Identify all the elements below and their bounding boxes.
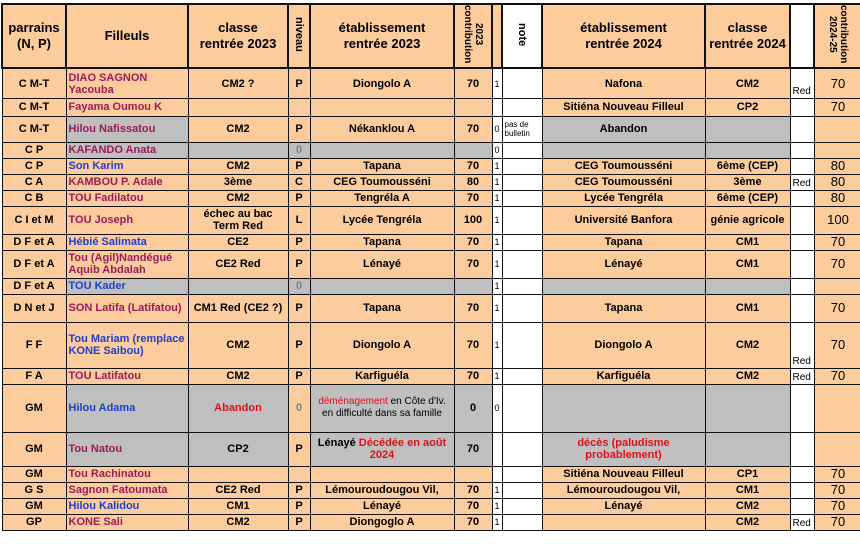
cell-ct: 70 [814, 368, 860, 384]
cell-c23: CM2 ? [188, 68, 288, 98]
cell-m: 70 [454, 190, 492, 206]
cell-c23: CE2 Red [188, 482, 288, 498]
cell-e24: CEG Toumousséni [542, 158, 705, 174]
cell-niv: L [288, 206, 310, 234]
cell-niv: P [288, 190, 310, 206]
table-row [2, 432, 860, 466]
cell-m: 100 [454, 206, 492, 234]
cell-ct: 80 [814, 158, 860, 174]
cell-rf [790, 466, 814, 482]
cell-f: KONE Sali [66, 514, 188, 530]
cell-c23: 3ème [188, 174, 288, 190]
cell-i: 1 [492, 278, 502, 294]
cell-f: SON Latifa (Latifatou) [66, 294, 188, 322]
cell-rf [790, 384, 814, 432]
cell-c24: CM1 [705, 234, 790, 250]
header-red-flag [790, 4, 814, 68]
table-row [2, 98, 860, 116]
cell-niv [288, 466, 310, 482]
cell-m: 0 [454, 384, 492, 432]
header-etablissement-2023: établissement rentrée 2023 [310, 4, 454, 68]
cell-p: C M-T [2, 116, 66, 142]
cell-rf [790, 250, 814, 278]
cell-c24: génie agricole [705, 206, 790, 234]
cell-f: TOU Kader [66, 278, 188, 294]
table-row [2, 142, 860, 158]
cell-ct [814, 432, 860, 466]
cell-rf: Red [790, 368, 814, 384]
header-classe-2023: classe rentrée 2023 [188, 4, 288, 68]
cell-m: 70 [454, 294, 492, 322]
cell-ct: 70 [814, 234, 860, 250]
header-spacer [492, 4, 502, 68]
cell-niv: P [288, 294, 310, 322]
cell-rf: Red [790, 322, 814, 368]
cell-p: D F et A [2, 278, 66, 294]
cell-ct: 70 [814, 68, 860, 98]
cell-i [492, 432, 502, 466]
cell-ct: 70 [814, 482, 860, 498]
cell-e23: Karfiguéla [310, 368, 454, 384]
cell-c24: CP2 [705, 98, 790, 116]
cell-e24: Tapana [542, 294, 705, 322]
cell-i: 1 [492, 368, 502, 384]
cell-rf [790, 432, 814, 466]
cell-p: C P [2, 142, 66, 158]
header-niveau: niveau [288, 4, 310, 68]
cell-f: Tou (Agil)Nandégué Aquib Abdalah [66, 250, 188, 278]
cell-note [502, 98, 542, 116]
cell-p: F A [2, 368, 66, 384]
cell-m [454, 466, 492, 482]
cell-c24 [705, 116, 790, 142]
cell-ct: 70 [814, 466, 860, 482]
cell-e24: Sitiéna Nouveau Filleul [542, 98, 705, 116]
cell-i: 1 [492, 514, 502, 530]
cell-niv: P [288, 322, 310, 368]
cell-p: D N et J [2, 294, 66, 322]
table-row [2, 368, 860, 384]
cell-m: 80 [454, 174, 492, 190]
cell-c24: 6ème (CEP) [705, 158, 790, 174]
cell-p: GM [2, 498, 66, 514]
cell-ct: 70 [814, 498, 860, 514]
cell-f: Hilou Kalidou [66, 498, 188, 514]
cell-note [502, 466, 542, 482]
cell-note [502, 322, 542, 368]
cell-e24 [542, 384, 705, 432]
header-filleuls: Filleuls [66, 4, 188, 68]
cell-rf [790, 190, 814, 206]
cell-rf [790, 482, 814, 498]
cell-p: D F et A [2, 234, 66, 250]
cell-f: Sagnon Fatoumata [66, 482, 188, 498]
cell-ct [814, 384, 860, 432]
table-row [2, 206, 860, 234]
table-row [2, 498, 860, 514]
cell-m: 70 [454, 498, 492, 514]
cell-note [502, 68, 542, 98]
cell-c24: CM2 [705, 68, 790, 98]
cell-m: 70 [454, 250, 492, 278]
table-row [2, 250, 860, 278]
cell-c23 [188, 98, 288, 116]
cell-niv: 0 [288, 142, 310, 158]
cell-e23 [310, 98, 454, 116]
table-row [2, 466, 860, 482]
cell-i: 1 [492, 498, 502, 514]
cell-m: 70 [454, 482, 492, 498]
cell-niv: P [288, 482, 310, 498]
cell-note [502, 206, 542, 234]
cell-niv: P [288, 116, 310, 142]
cell-e24: Lénayé [542, 498, 705, 514]
cell-f: Hébié Salimata [66, 234, 188, 250]
cell-note [502, 278, 542, 294]
cell-e24: Sitiéna Nouveau Filleul [542, 466, 705, 482]
cell-rf [790, 116, 814, 142]
table-row [2, 514, 860, 530]
cell-f: Tou Mariam (remplace KONE Saibou) [66, 322, 188, 368]
cell-e24: Karfiguéla [542, 368, 705, 384]
cell-e24: décès (paludisme probablement) [542, 432, 705, 466]
cell-niv [288, 98, 310, 116]
table-row [2, 294, 860, 322]
cell-niv: 0 [288, 384, 310, 432]
cell-p: D F et A [2, 250, 66, 278]
cell-e23: CEG Toumousséni [310, 174, 454, 190]
table-row [2, 384, 860, 432]
header-etablissement-2024: établissement rentrée 2024 [542, 4, 705, 68]
cell-e23: Tapana [310, 294, 454, 322]
cell-p: GP [2, 514, 66, 530]
table-row [2, 234, 860, 250]
cell-e23: Lémouroudougou Vil, [310, 482, 454, 498]
cell-m: 70 [454, 158, 492, 174]
table-row [2, 322, 860, 368]
cell-niv: P [288, 514, 310, 530]
cell-f: TOU Joseph [66, 206, 188, 234]
cell-note: pas de bulletin [502, 116, 542, 142]
cell-c24 [705, 278, 790, 294]
cell-note [502, 174, 542, 190]
cell-e24: Diongolo A [542, 322, 705, 368]
table-row [2, 482, 860, 498]
cell-e24 [542, 278, 705, 294]
cell-rf: Red [790, 68, 814, 98]
cell-m: 70 [454, 368, 492, 384]
cell-ct: 70 [814, 514, 860, 530]
cell-e24: Lénayé [542, 250, 705, 278]
cell-e23: Lénayé [310, 250, 454, 278]
cell-i: 1 [492, 250, 502, 278]
cell-p: C A [2, 174, 66, 190]
cell-c23: Abandon [188, 384, 288, 432]
cell-f: Hilou Adama [66, 384, 188, 432]
cell-p: C B [2, 190, 66, 206]
cell-note [502, 190, 542, 206]
cell-c24: CM2 [705, 368, 790, 384]
cell-c24: CM2 [705, 322, 790, 368]
cell-e23: Lénayé [310, 498, 454, 514]
cell-rf [790, 206, 814, 234]
header-contribution-2023: 2023 contribution [454, 4, 492, 68]
cell-rf: Red [790, 174, 814, 190]
cell-i: 1 [492, 68, 502, 98]
cell-c24 [705, 142, 790, 158]
cell-i: 1 [492, 190, 502, 206]
cell-m [454, 278, 492, 294]
cell-i: 0 [492, 142, 502, 158]
cell-c24 [705, 384, 790, 432]
cell-i: 1 [492, 174, 502, 190]
cell-note [502, 250, 542, 278]
cell-m: 70 [454, 322, 492, 368]
cell-c23: CE2 Red [188, 250, 288, 278]
cell-e23: Tapana [310, 158, 454, 174]
header-parrains: parrains (N, P) [2, 4, 66, 68]
cell-c24: CP1 [705, 466, 790, 482]
cell-e23: Lycée Tengréla [310, 206, 454, 234]
cell-i: 0 [492, 384, 502, 432]
cell-c23: CE2 [188, 234, 288, 250]
cell-c23: CM2 [188, 190, 288, 206]
cell-e23: Tapana [310, 234, 454, 250]
cell-p: F F [2, 322, 66, 368]
cell-p: GM [2, 384, 66, 432]
cell-e23 [310, 278, 454, 294]
cell-e23: Diongolo A [310, 68, 454, 98]
cell-p: C M-T [2, 98, 66, 116]
cell-f: Hilou Nafissatou [66, 116, 188, 142]
table-row [2, 158, 860, 174]
cell-c24: CM2 [705, 498, 790, 514]
cell-i: 1 [492, 322, 502, 368]
cell-e23: Nékanklou A [310, 116, 454, 142]
cell-m: 70 [454, 432, 492, 466]
cell-e23 [310, 466, 454, 482]
cell-c23: échec au bac Term Red [188, 206, 288, 234]
cell-m: 70 [454, 116, 492, 142]
cell-e24: Tapana [542, 234, 705, 250]
cell-niv: P [288, 432, 310, 466]
table-row [2, 190, 860, 206]
cell-m: 70 [454, 68, 492, 98]
cell-note [502, 384, 542, 432]
cell-ct: 70 [814, 322, 860, 368]
header-contribution-2024-25: contribution 2024-25 [814, 4, 860, 68]
etablissement-2023-part-b: Décédée en août 2024 [355, 437, 447, 462]
cell-note [502, 234, 542, 250]
cell-f: KAMBOU P. Adale [66, 174, 188, 190]
cell-rf [790, 294, 814, 322]
cell-ct: 70 [814, 294, 860, 322]
header-note: note [502, 4, 542, 68]
cell-f: TOU Latifatou [66, 368, 188, 384]
cell-note [502, 498, 542, 514]
cell-m: 70 [454, 234, 492, 250]
cell-m [454, 142, 492, 158]
cell-ct: 80 [814, 174, 860, 190]
cell-e23: Diongolo A [310, 322, 454, 368]
table-row [2, 174, 860, 190]
cell-note [502, 368, 542, 384]
cell-p: G S [2, 482, 66, 498]
cell-c23 [188, 142, 288, 158]
cell-c23: CM2 [188, 514, 288, 530]
cell-rf [790, 158, 814, 174]
cell-c24 [705, 432, 790, 466]
cell-p: C M-T [2, 68, 66, 98]
cell-e24: Abandon [542, 116, 705, 142]
cell-e23 [310, 142, 454, 158]
cell-c23: CM1 [188, 498, 288, 514]
cell-i: 1 [492, 158, 502, 174]
cell-e24 [542, 514, 705, 530]
cell-rf [790, 234, 814, 250]
cell-rf [790, 278, 814, 294]
cell-c23 [188, 278, 288, 294]
cell-f: Son Karim [66, 158, 188, 174]
cell-niv: 0 [288, 278, 310, 294]
cell-c24: CM1 [705, 250, 790, 278]
etablissement-2023-part-b: en Côte d'Iv. en difficulté dans sa famille [322, 396, 446, 420]
cell-niv: C [288, 174, 310, 190]
cell-p: GM [2, 466, 66, 482]
cell-ct: 70 [814, 250, 860, 278]
table-row [2, 116, 860, 142]
cell-p: C I et M [2, 206, 66, 234]
cell-e23: Diongoglo A [310, 514, 454, 530]
cell-ct [814, 116, 860, 142]
cell-note [502, 158, 542, 174]
cell-c23 [188, 466, 288, 482]
cell-note [502, 514, 542, 530]
cell-rf [790, 98, 814, 116]
cell-c23: CM2 [188, 158, 288, 174]
cell-niv: P [288, 368, 310, 384]
cell-note [502, 482, 542, 498]
cell-c24: CM1 [705, 482, 790, 498]
cell-p: GM [2, 432, 66, 466]
cell-e23 [310, 432, 454, 466]
cell-i: 1 [492, 206, 502, 234]
cell-niv: P [288, 68, 310, 98]
cell-i [492, 98, 502, 116]
cell-c24: CM1 [705, 294, 790, 322]
cell-c23: CM2 [188, 322, 288, 368]
cell-f: KAFANDO Anata [66, 142, 188, 158]
cell-niv: P [288, 158, 310, 174]
cell-c23: CM2 [188, 368, 288, 384]
cell-e24: Nafona [542, 68, 705, 98]
cell-e24: Lycée Tengréla [542, 190, 705, 206]
cell-ct: 100 [814, 206, 860, 234]
cell-f: TOU Fadilatou [66, 190, 188, 206]
cell-e24: Université Banfora [542, 206, 705, 234]
cell-i: 1 [492, 482, 502, 498]
cell-m: 70 [454, 514, 492, 530]
sponsorship-table [1, 3, 860, 531]
cell-e24: Lémouroudougou Vil, [542, 482, 705, 498]
cell-f: Tou Natou [66, 432, 188, 466]
cell-p: C P [2, 158, 66, 174]
cell-ct [814, 278, 860, 294]
cell-e23: Tengréla A [310, 190, 454, 206]
cell-i: 1 [492, 234, 502, 250]
cell-e24 [542, 142, 705, 158]
table-row [2, 68, 860, 98]
header-classe-2024: classe rentrée 2024 [705, 4, 790, 68]
cell-e24: CEG Toumousséni [542, 174, 705, 190]
cell-f: Tou Rachinatou [66, 466, 188, 482]
cell-i: 0 [492, 116, 502, 142]
etablissement-2023-part-a: Lénayé [317, 437, 356, 450]
etablissement-2023-part-a: déménagement [318, 396, 388, 408]
cell-rf [790, 142, 814, 158]
cell-i [492, 466, 502, 482]
table-row [2, 278, 860, 294]
cell-ct: 70 [814, 98, 860, 116]
cell-note [502, 294, 542, 322]
cell-c24: 3ème [705, 174, 790, 190]
cell-f: Fayama Oumou K [66, 98, 188, 116]
cell-m [454, 98, 492, 116]
cell-e23 [310, 384, 454, 432]
cell-c23: CP2 [188, 432, 288, 466]
cell-note [502, 432, 542, 466]
cell-c23: CM2 [188, 116, 288, 142]
cell-niv: P [288, 250, 310, 278]
cell-note [502, 142, 542, 158]
cell-niv: P [288, 234, 310, 250]
cell-i: 1 [492, 294, 502, 322]
cell-niv: P [288, 498, 310, 514]
cell-c23: CM1 Red (CE2 ?) [188, 294, 288, 322]
cell-c24: CM2 [705, 514, 790, 530]
cell-rf: Red [790, 514, 814, 530]
cell-rf [790, 498, 814, 514]
cell-c24: 6ème (CEP) [705, 190, 790, 206]
cell-ct: 80 [814, 190, 860, 206]
cell-ct [814, 142, 860, 158]
cell-f: DIAO SAGNON Yacouba [66, 68, 188, 98]
